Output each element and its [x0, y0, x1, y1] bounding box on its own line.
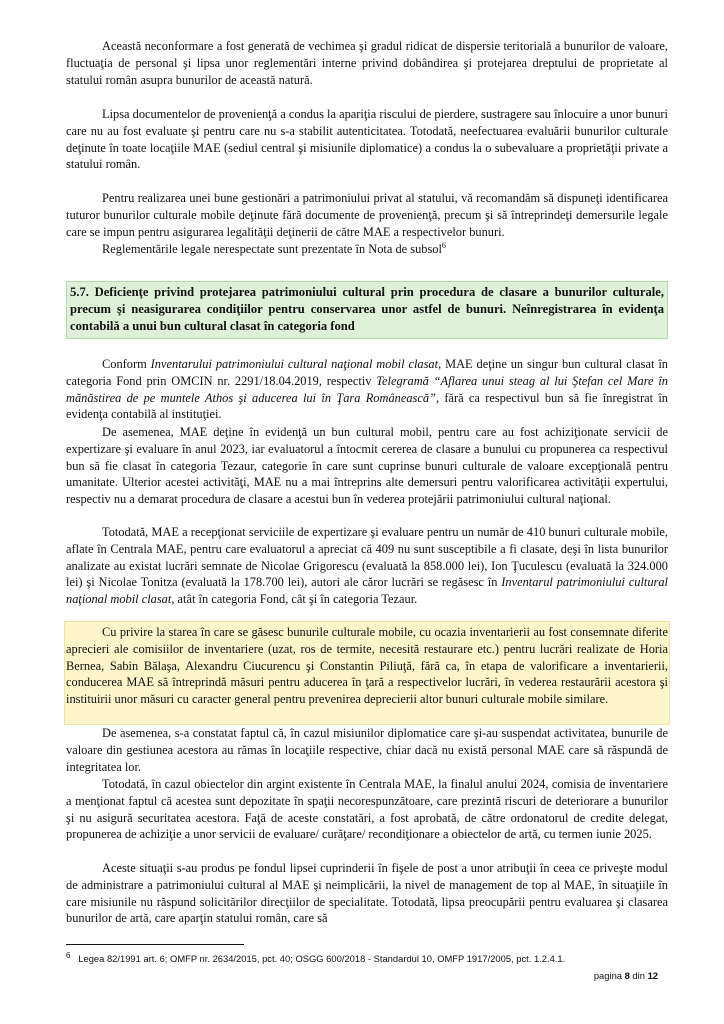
paragraph-5-text-c: , fără ca respectivul bun să fie înregistrat în evidenţa contabilă al instituţiei. — [66, 390, 668, 422]
paragraph-5-text-a: Conform — [102, 357, 151, 371]
footnote-reference: 6 — [441, 240, 446, 250]
page-number-middle: din — [629, 970, 648, 981]
section-heading-box — [66, 281, 668, 339]
paragraph-5-text-b: , MAE deţine un singur bun cultural clasat în categoria Fond prin OMCIN nr. 2291/18.04.2019, respectiv — [66, 357, 668, 388]
paragraph-9-text: De asemenea, s-a constatat faptul că, în cazul misiunilor diplomatice care şi-au suspendat activitatea, bunurile de valoare din gestiunea acestora au rămas în locaţiile respective, chiar dacă nu există personal MAE care să răspundă de integritatea lor. — [66, 726, 668, 774]
paragraph-8 — [66, 624, 668, 708]
footnote-number: 6 — [66, 950, 71, 960]
paragraph-11-text: Aceste situaţii s-au produs pe fondul lipsei cuprinderii în fişele de post a unor atribuţii în ceea ce priveşte modul de administrare a patrimoniului cultural al MAE şi neimplicării, la nivel de management de top al MAE, în situaţiile în care misiunile nu răspund solicitărilor direcţiilor de specialitate. Totodată, lipsa preocupării pentru evaluarea şi clasarea bunurilor de artă, care aparţin statului român, care să — [66, 861, 668, 926]
page-number-current: 8 — [624, 970, 630, 981]
paragraph-3 — [66, 190, 668, 240]
page-number-total: 12 — [647, 970, 658, 981]
paragraph-4-text: Reglementările legale nerespectate sunt prezentate în Nota de subsol — [102, 242, 442, 256]
paragraph-7 — [66, 524, 668, 608]
paragraph-5-italic-1: Inventarului patrimoniului cultural naţional mobil clasat — [150, 357, 439, 371]
paragraph-11 — [66, 860, 668, 927]
paragraph-8-text: Cu privire la starea în care se găsesc bunurile culturale mobile, cu ocazia inventarierii au fost consemnate diferite aprecieri ale comisiilor de inventariere (uzat, ros de termite, necesită restaurare etc.) pentru lucrări realizate de Horia Bernea, Sabin Bălaşa, Alexandru Ciucurencu şi Constantin Piliuţă, fără ca, în etapa de valorificare a inventarierii, conducerea MAE să întreprindă măsuri pentru aducerea în ţară a respectivelor lucrări, în vederea restaurării acestora şi instituirii unor măsuri cu caracter general pentru prevenirea deprecierii altor bunuri culturale mobile similare. — [66, 625, 668, 707]
footnote-text: Legea 82/1991 art. 6; OMFP nr. 2634/2015, pct. 40; OSGG 600/2018 - Standardul 10, OMFP 1917/2005, pct. 1.2.4.1. — [78, 953, 566, 964]
paragraph-10 — [66, 776, 668, 843]
paragraph-10-text: Totodată, în cazul obiectelor din argint existente în Centrala MAE, la finalul anului 2024, comisia de inventariere a menţionat faptul că acestea sunt depozitate în spaţii necorespunzătoare, care prezintă riscuri de deteriorare a bunurilor şi nu asigură securitatea acestora. Faţă de aceste constatări, a fost aprobată, de către ordonatorul de credite delegat, propunerea de achiziţie a unor servicii de evaluare/ curăţare/ recondiţionare a obiectelor de artă, cu termen iunie 2025. — [66, 777, 668, 842]
footnote-separator — [66, 944, 244, 945]
paragraph-2 — [66, 106, 668, 173]
paragraph-1-text: Această neconformare a fost generată de vechimea şi gradul ridicat de dispersie teritorială a bunurilor de valoare, fluctuaţia de personal şi lipsa unor reglementări interne privind dobândirea şi protejarea dreptului de proprietate al statului român asupra bunurilor de această natură. — [66, 39, 668, 87]
footnote — [66, 950, 668, 965]
paragraph-7-text-b: , atât în categoria Fond, cât şi în categoria Tezaur. — [171, 592, 418, 607]
paragraph-6 — [66, 424, 668, 508]
paragraph-7-italic: Inventarul patrimoniului cultural naţional mobil clasat — [66, 575, 668, 607]
page-number — [594, 970, 658, 981]
paragraph-2-text: Lipsa documentelor de provenienţă a condus la apariţia riscului de pierdere, sustragere sau înlocuire a unor bunuri care nu au fost evaluate şi pentru care nu s-a stabilit autenticitatea. Totodată, neefectuarea evaluării bunurilor culturale deţinute în toate locaţiile MAE (sediul central şi misiunile diplomatice) a condus la o subevaluare a proprietăţii private a statului român. — [66, 107, 668, 172]
paragraph-6-text: De asemenea, MAE deţine în evidenţă un bun cultural mobil, pentru care au fost achiziţionate servicii de expertizare şi evaluare în anul 2023, iar evaluatorul a întocmit cererea de clasare a bunului cu propunerea ca respectivul bun să fie clasat în categoria Tezaur, categorie în care sunt cuprinse bunuri culturale de valoare excepţională pentru umanitate. Ulterior acestei activităţi, MAE nu a mai întreprins alte demersuri pentru valorificarea activităţii expertului, respectiv nu a demarat procedura de clasare a acestui bun în vederea protejării patrimoniului cultural naţional. — [66, 425, 668, 507]
page-number-prefix: pagina — [593, 970, 625, 981]
paragraph-5 — [66, 356, 668, 423]
paragraph-3-text: Pentru realizarea unei bune gestionări a patrimoniului privat al statului, vă recomandăm să dispuneţi identificarea tuturor bunurilor culturale mobile deţinute fără documente de provenienţă, precum şi să întreprindeţi demersurile legale care se impun pentru asigurarea legalităţii deţinerii de către MAE a respectivelor bunuri. — [66, 191, 668, 239]
paragraph-4 — [66, 241, 668, 258]
paragraph-5-italic-2: Telegramă “Aflarea unui steag al lui Ştefan cel Mare în mănăstirea de pe muntele Athos şi aducerea lui în Ţara Românească” — [66, 373, 668, 405]
section-heading: 5.7. Deficienţe privind protejarea patrimoniului cultural prin procedura de clasare a bunurilor culturale, precum şi neasigurarea condiţiilor pentru conservarea unor astfel de bunuri. Neînregistrarea în evidenţa contabilă a unui bun cultural clasat în categoria fond — [70, 285, 664, 333]
paragraph-7-text-a: Totodată, MAE a recepţionat serviciile de expertizare şi evaluare pentru un număr de 410 bunuri culturale mobile, aflate în Centrala MAE, pentru care evaluatorul a apreciat că 409 nu sunt susceptibile a fi clasate, deşi în lista bunurilor analizate au existat lucrări semnate de Nicolae Grigorescu (evaluată la 858.000 lei), Ion Ţuculescu (evaluată la 324.000 lei) şi Nicolae Tonitza (evaluată la 178.700 lei), autori ale căror lucrări se regăsesc în — [66, 525, 668, 590]
paragraph-1 — [66, 38, 668, 88]
paragraph-9 — [66, 725, 668, 775]
